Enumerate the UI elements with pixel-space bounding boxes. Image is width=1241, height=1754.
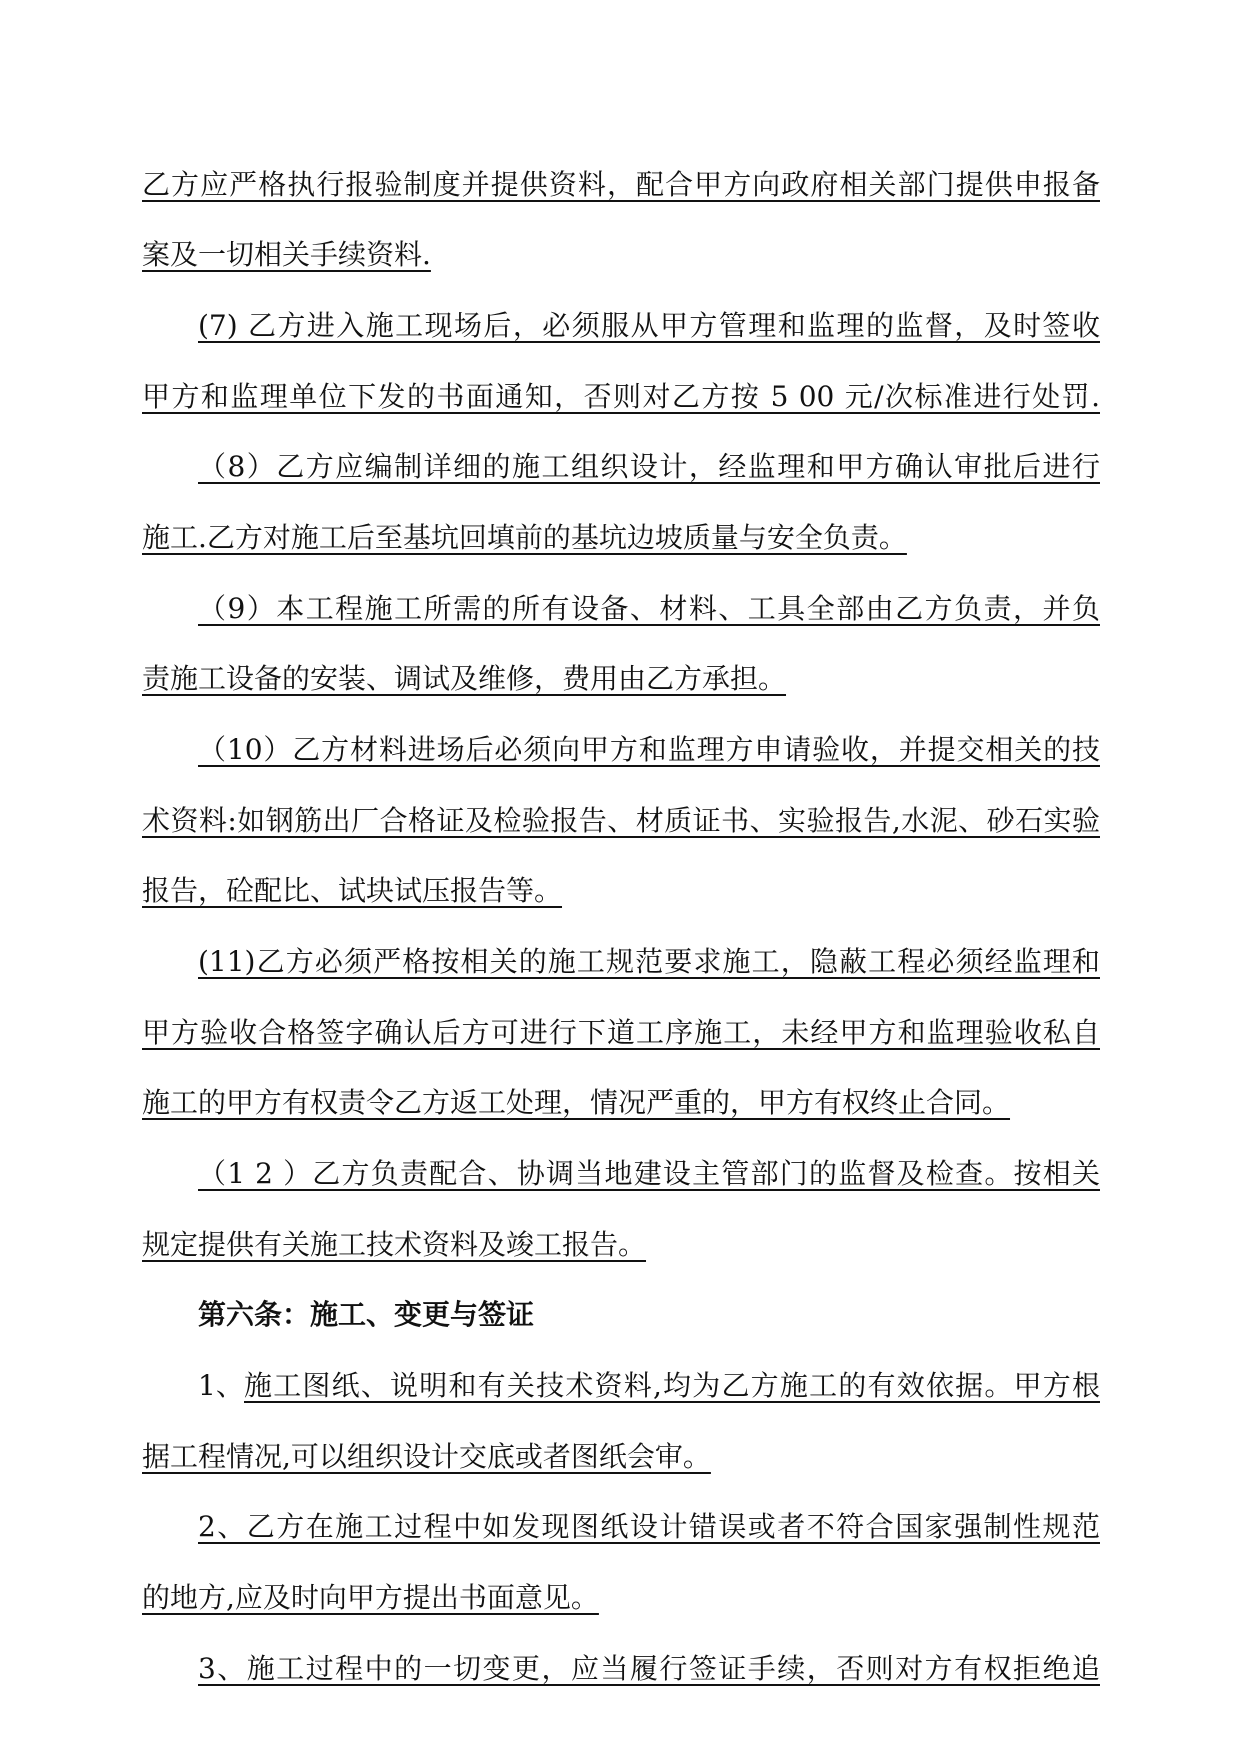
clause-9-line: 责施工设备的安装、调试及维修，费用由乙方承担。 (142, 662, 787, 695)
clause-7-line: (7) 乙方进入施工现场后，必须服从甲方管理和监理的监督，及时签收 (198, 309, 1100, 342)
clause-8-line: （8）乙方应编制详细的施工组织设计，经监理和甲方确认审批后进行 (198, 450, 1100, 483)
paragraph-line: 乙方应严格执行报验制度并提供资料，配合甲方向政府相关部门提供申报备 (142, 168, 1100, 201)
clause-7-line: 甲方和监理单位下发的书面通知，否则对乙方按 5 00 元/次标准进行处罚. (142, 380, 1100, 413)
clause-10-line: 术资料:如钢筋出厂合格证及检验报告、材质证书、实验报告,水泥、砂石实验 (142, 804, 1100, 837)
item-2-line: 的地方,应及时向甲方提出书面意见。 (142, 1581, 599, 1614)
item-3-line: 3、施工过程中的一切变更，应当履行签证手续，否则对方有权拒绝追 (198, 1652, 1100, 1685)
item-1-line: 施工图纸、说明和有关技术资料,均为乙方施工的有效依据。甲方根 (244, 1369, 1100, 1402)
clause-8-line: 施工.乙方对施工后至基坑回填前的基坑边坡质量与安全负责。 (142, 521, 907, 554)
item-1-number: 1、 (198, 1369, 244, 1402)
clause-11-line: 施工的甲方有权责令乙方返工处理，情况严重的，甲方有权终止合同。 (142, 1086, 1011, 1119)
clause-10-line: 报告，砼配比、试块试压报告等。 (142, 874, 563, 907)
clause-11-line: 甲方验收合格签字确认后方可进行下道工序施工，未经甲方和监理验收私自 (142, 1016, 1100, 1049)
item-2-line: 2、乙方在施工过程中如发现图纸设计错误或者不符合国家强制性规范 (198, 1510, 1100, 1543)
clause-11-line: (11)乙方必须严格按相关的施工规范要求施工，隐蔽工程必须经监理和 (198, 945, 1100, 978)
clause-9-line: （9）本工程施工所需的所有设备、材料、工具全部由乙方负责，并负 (198, 592, 1100, 625)
item-1-line: 据工程情况,可以组织设计交底或者图纸会审。 (142, 1440, 711, 1473)
clause-10-line: （10）乙方材料进场后必须向甲方和监理方申请验收，并提交相关的技 (198, 733, 1100, 766)
clause-12-line: 规定提供有关施工技术资料及竣工报告。 (142, 1228, 647, 1261)
section-heading: 第六条：施工、变更与签证 (198, 1298, 535, 1331)
paragraph-line: 案及一切相关手续资料. (142, 238, 431, 271)
clause-12-line: （1 2 ）乙方负责配合、协调当地建设主管部门的监督及检查。按相关 (198, 1157, 1100, 1190)
